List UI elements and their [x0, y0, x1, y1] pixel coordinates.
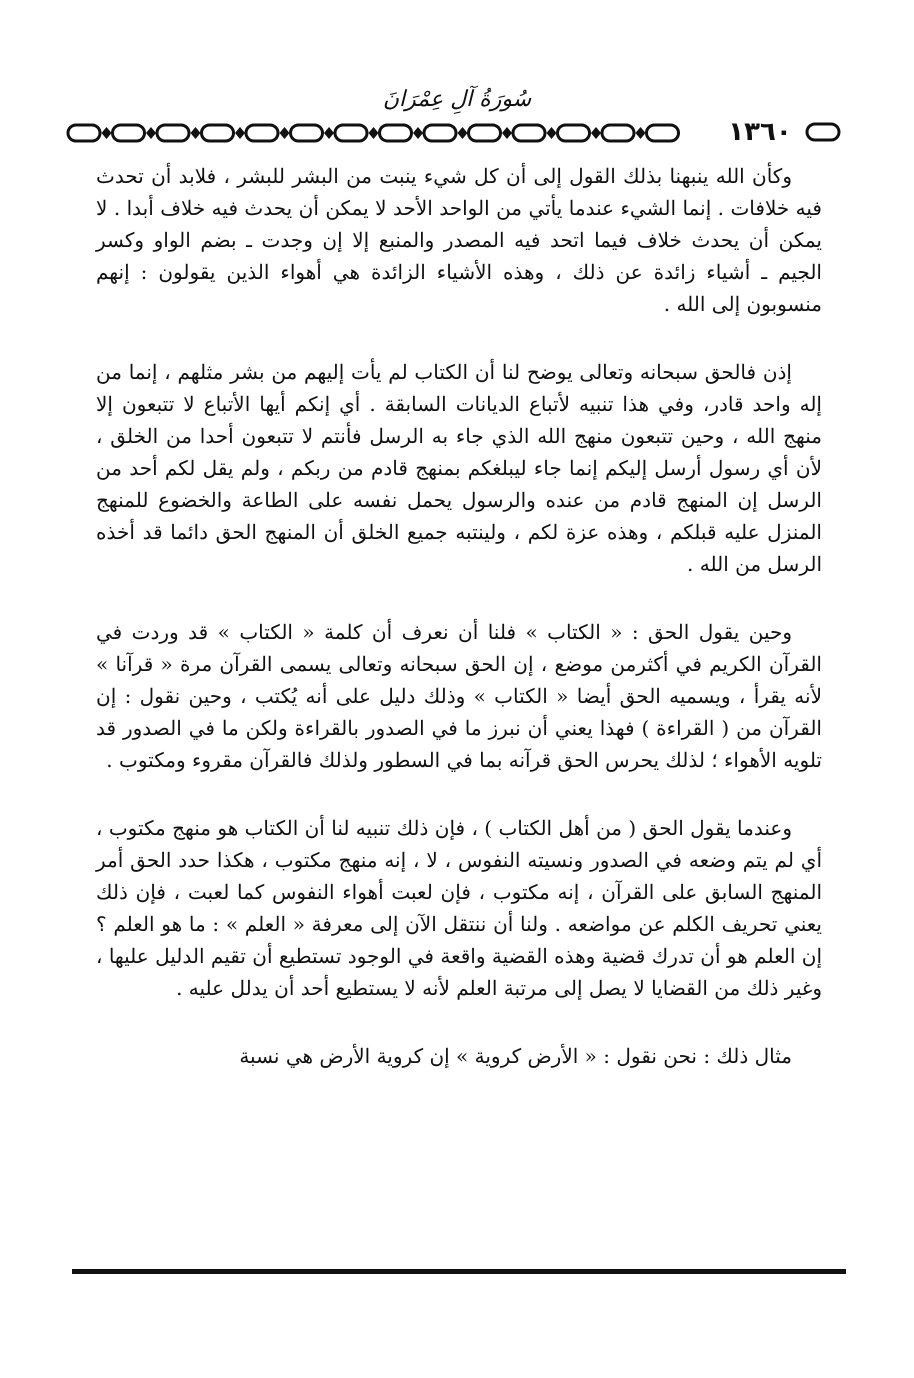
- chain-oval: [558, 125, 590, 141]
- paragraph: وكأن الله ينبهنا بذلك القول إلى أن كل شيء ينبت من البشر للبشر ، فلابد أن تحدث فيه خلافات . إنما الشيء عندما يأتي من الواحد الأحد لا يمكن أن يحدث فيه خلاف أبدا . لا يمكن أن يحدث خلاف فيما اتحد فيه المصدر والمنبع إلا إن وجدت ـ بضم الواو وكسر الجيم ـ أشياء زائدة عن ذلك ، وهذه الأشياء الزائدة هي أهواء الذين يقولون : إنهم منسوبون إلى الله .: [96, 164, 822, 316]
- chain-diamond: [591, 127, 601, 139]
- header-chain-ornament: [66, 118, 712, 148]
- bottom-rule: [72, 1269, 846, 1274]
- chain-oval: [647, 125, 679, 141]
- page-number: ١٣٦٠: [728, 117, 792, 147]
- chain-oval: [113, 125, 145, 141]
- chain-oval: [602, 125, 634, 141]
- chain-oval: [291, 125, 323, 141]
- chain-oval: [202, 125, 234, 141]
- chain-oval: [424, 125, 456, 141]
- chain-diamond: [146, 127, 156, 139]
- chain-oval: [335, 125, 367, 141]
- chain-oval: [246, 125, 278, 141]
- chain-diamond: [369, 127, 379, 139]
- body-text: [96, 160, 822, 1072]
- chain-oval: [157, 125, 189, 141]
- chain-diamond: [413, 127, 423, 139]
- paragraph: إذن فالحق سبحانه وتعالى يوضح لنا أن الكتاب لم يأت إليهم من بشر مثلهم ، إنما من إله واحد قادر، وفي هذا تنبيه لأتباع الديانات السابقة . أي إنكم أيها الأتباع لا تتبعون إلا منهج الله ، وحين تتبعون منهج الله الذي جاء به الرسل فأنتم لا تتبعون أحدا من الخلق ، لأن أي رسول أرسل إليكم إنما جاء ليبلغكم بمنهج قادم من ربكم ، ولم يقل لكم أحد من الرسل إن المنهج قادم من عنده والرسول يحمل نفسه على الطاعة والخضوع للمنهج المنزل عليه قبلكم ، وهذه عزة لكم ، ولينتبه جميع الخلق أن المنهج الحق دائما قد أخذه الرسل من الله .: [96, 360, 823, 576]
- chain-diamond: [502, 127, 512, 139]
- paragraph: وحين يقول الحق : « الكتاب » فلنا أن نعرف أن كلمة « الكتاب » قد وردت في القرآن الكريم في أكثرمن موضع ، إن الحق سبحانه وتعالى يسمى القرآن مرة « قرآنا » لأنه يقرأ ، ويسميه الحق أيضا « الكتاب » وذلك دليل على أنه يُكتب ، وحين نقول : إن القرآن من ( القراءة ) فهذا يعني أن نبرز ما في الصدور بالقراءة ولكن ما في الصدور قد تلويه الأهواء ؛ لذلك يحرس الحق قرآنه بما في السطور ولذلك فالقرآن مقروء ومكتوب .: [96, 620, 822, 772]
- chain-diamond: [102, 127, 112, 139]
- chain-oval: [513, 125, 545, 141]
- chain-diamond: [324, 127, 334, 139]
- chain-oval: [68, 125, 100, 141]
- chain-oval: [469, 125, 501, 141]
- chain-diamond: [280, 127, 290, 139]
- chain-diamond: [636, 127, 646, 139]
- header-end-ornament: [804, 120, 842, 144]
- surah-title: سُورَةُ آلِ عِمْرَانَ: [382, 87, 532, 112]
- chain-diamond: [235, 127, 245, 139]
- chain-diamond: [191, 127, 201, 139]
- paragraph: وعندما يقول الحق ( من أهل الكتاب ) ، فإن ذلك تنبيه لنا أن الكتاب هو منهج مكتوب ، أي لم يتم وضعه في الصدور ونسيته النفوس ، لا ، إنه منهج مكتوب ، هكذا حدد الحق أمر المنهج السابق على القرآن ، إنه مكتوب ، فإن لعبت أهواء النفوس كما لعبت ، فإن ذلك يعني تحريف الكلم عن مواضعه . ولنا أن ننتقل الآن إلى معرفة « العلم » : ما هو العلم ؟ إن العلم هو أن تدرك قضية وهذه القضية واقعة في الوجود تستطيع أن تقيم الدليل عليها ، وغير ذلك من القضايا لا يصل إلى مرتبة العلم لأنه لا يستطيع أحد أن يدلل عليه .: [96, 816, 822, 1000]
- paragraph: مثال ذلك : نحن نقول : « الأرض كروية » إن كروية الأرض هي نسبة: [239, 1044, 792, 1068]
- chain-oval: [380, 125, 412, 141]
- chain-diamond: [547, 127, 557, 139]
- chain-diamond: [458, 127, 468, 139]
